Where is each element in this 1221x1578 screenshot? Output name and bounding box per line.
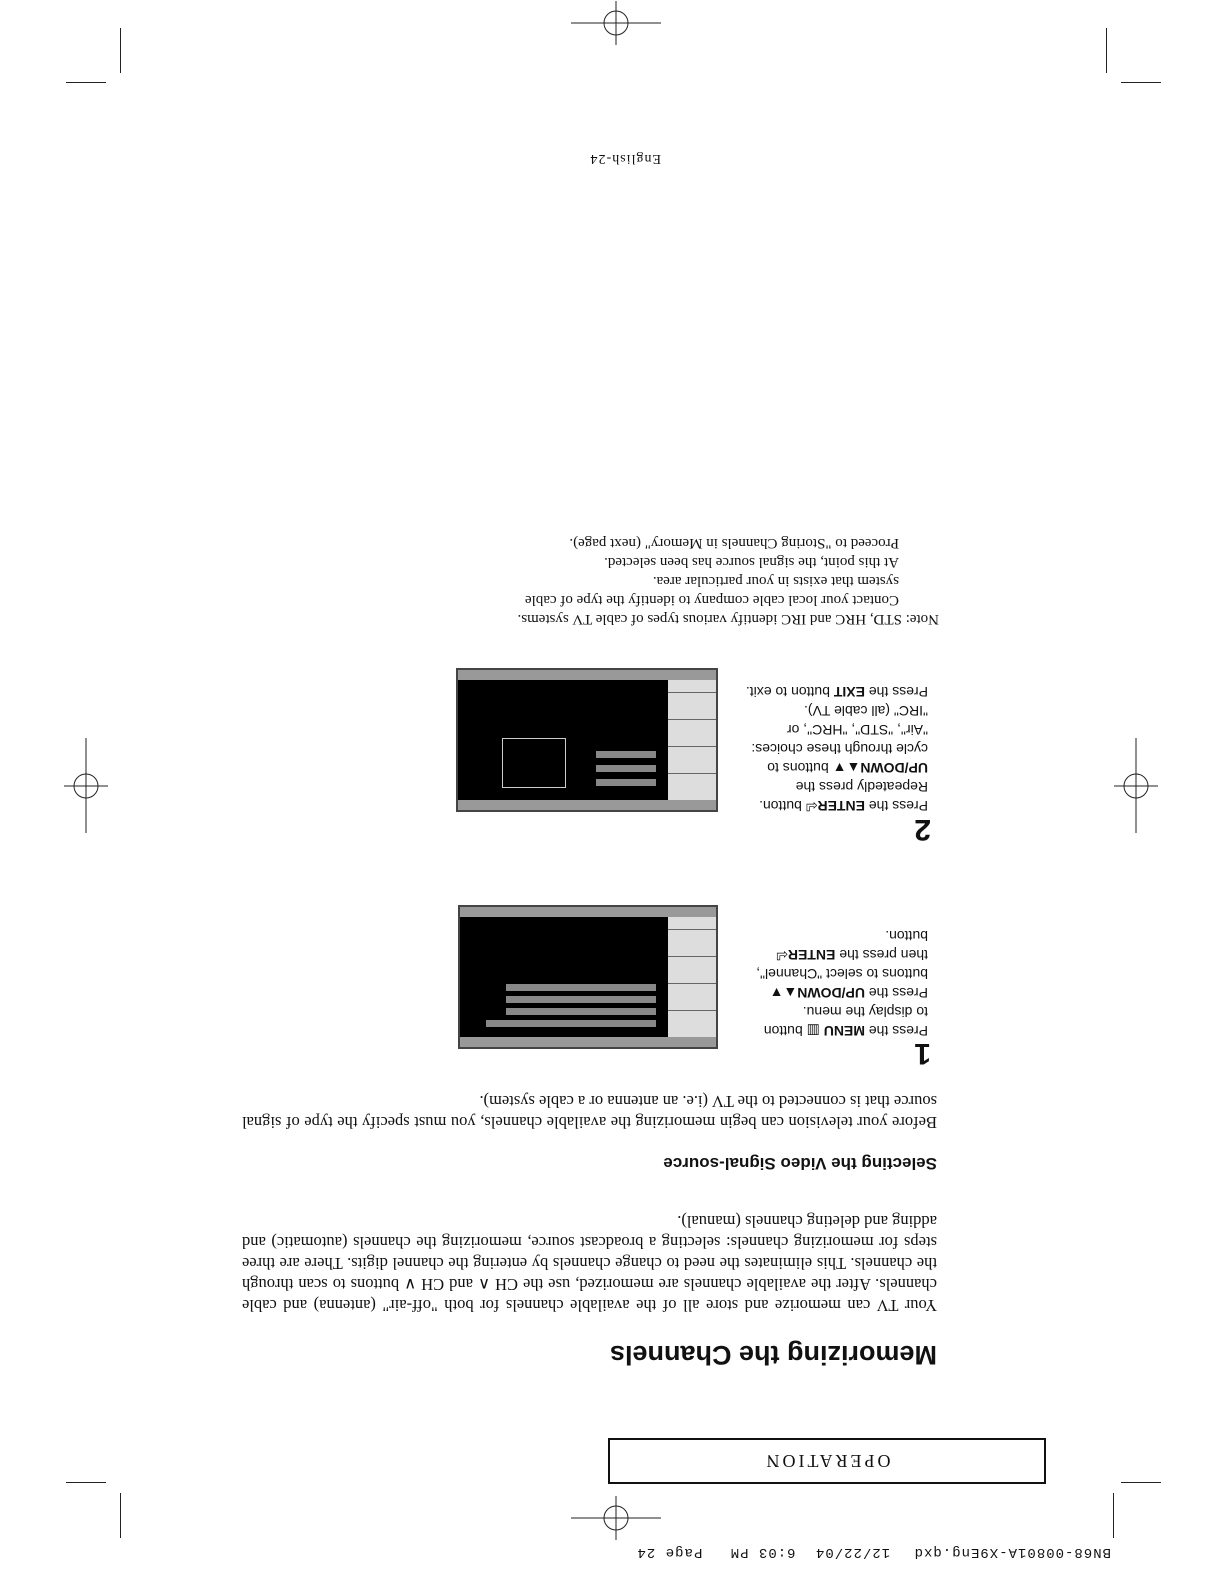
slug-time: 6:03 PM [729, 1544, 796, 1560]
registration-mark-top-icon [571, 0, 661, 53]
screen-menu-row [506, 1008, 656, 1015]
note-block [439, 533, 939, 628]
note-line-5: Proceed to "Storing Channels in Memory" (next page). [569, 535, 899, 551]
screen-menu-row [486, 1020, 656, 1027]
note-line-3: system that exists in your particular area. [652, 573, 899, 589]
screen-menu-row [596, 751, 656, 758]
crop-mark-top-right-v [120, 1493, 121, 1538]
screen-top-bar [460, 1037, 716, 1047]
step-1-text: Press the MENU ▥ button to display the menu. Press the UP/DOWN▲▼ buttons to select "Channel", then press the ENTER⏎ button. [756, 928, 928, 1039]
registration-mark-left-icon [1106, 738, 1166, 833]
section-header [608, 1438, 1046, 1484]
note-line-4: At this point, the signal source has been selected. [604, 554, 899, 570]
step-2-text: Press the ENTER⏎ button. Repeatedly press the UP/DOWN▲▼ buttons to cycle through these choices: "Air", "STD", "HRC", or "IRC" (all cable TV). Press the EXIT button to exit. [745, 684, 928, 814]
subsection-heading: Selecting the Video Signal-source [663, 1154, 937, 1173]
screen-top-bar [458, 800, 716, 810]
screen-menu-row [506, 984, 656, 991]
step-2-screen-image [456, 668, 718, 812]
crop-mark-top-right-h [66, 1482, 106, 1483]
screen-tab-column [668, 907, 716, 1037]
registration-mark-bottom-icon [571, 1488, 661, 1548]
screen-menu-row [506, 996, 656, 1003]
crop-mark-bottom-left-v [1106, 28, 1107, 73]
note-line-2: Contact your local cable company to identify the type of cable [524, 592, 899, 608]
slug-filename: BN68-00801A-X9Eng.qxd [913, 1544, 1111, 1560]
page-number: English-24 [589, 151, 661, 166]
subsection-paragraph: Before your television can begin memorizing the available channels, you must specify the type of signal source that is connected to the TV (i.e. an antenna or a cable system). [242, 1092, 937, 1132]
screen-bottom-bar [460, 907, 716, 917]
intro-paragraph: Your TV can memorize and store all of the available channels for both "off-air" (antenna) and cable channels. After the available channels are memorized, use the CH ∧ and CH ∨ buttons to scan through the channels. This eliminates the need to change channels by entering the channel digits. There are three steps for memorizing channels: selecting a broadcast source, memorizing the channels (automatic) and adding and deleting channels (manual). [242, 1212, 937, 1315]
crop-mark-bottom-right-h [66, 82, 106, 83]
step-1-number: 1 [914, 1037, 931, 1070]
screen-bottom-bar [458, 670, 716, 680]
crop-mark-bottom-right-v [120, 28, 121, 73]
screen-popup-list [502, 738, 566, 788]
note-line-1: Note: STD, HRC and IRC identify various types of cable TV systems. [517, 611, 939, 627]
slug-page: Page 24 [636, 1544, 703, 1560]
crop-mark-top-left-h [1121, 1482, 1161, 1483]
slug-date: 12/22/04 [814, 1544, 891, 1560]
screen-menu-row [596, 779, 656, 786]
print-slug [611, 1544, 1111, 1560]
screen-tab-column [668, 670, 716, 800]
crop-mark-top-left-v [1113, 1493, 1114, 1538]
step-1-screen-image [458, 905, 718, 1049]
step-2-number: 2 [914, 813, 931, 846]
section-title: OPERATION [763, 1451, 891, 1472]
registration-mark-right-icon [56, 738, 116, 833]
page-title: Memorizing the Channels [609, 1340, 937, 1370]
screen-menu-row [596, 765, 656, 772]
crop-mark-bottom-left-h [1121, 82, 1161, 83]
